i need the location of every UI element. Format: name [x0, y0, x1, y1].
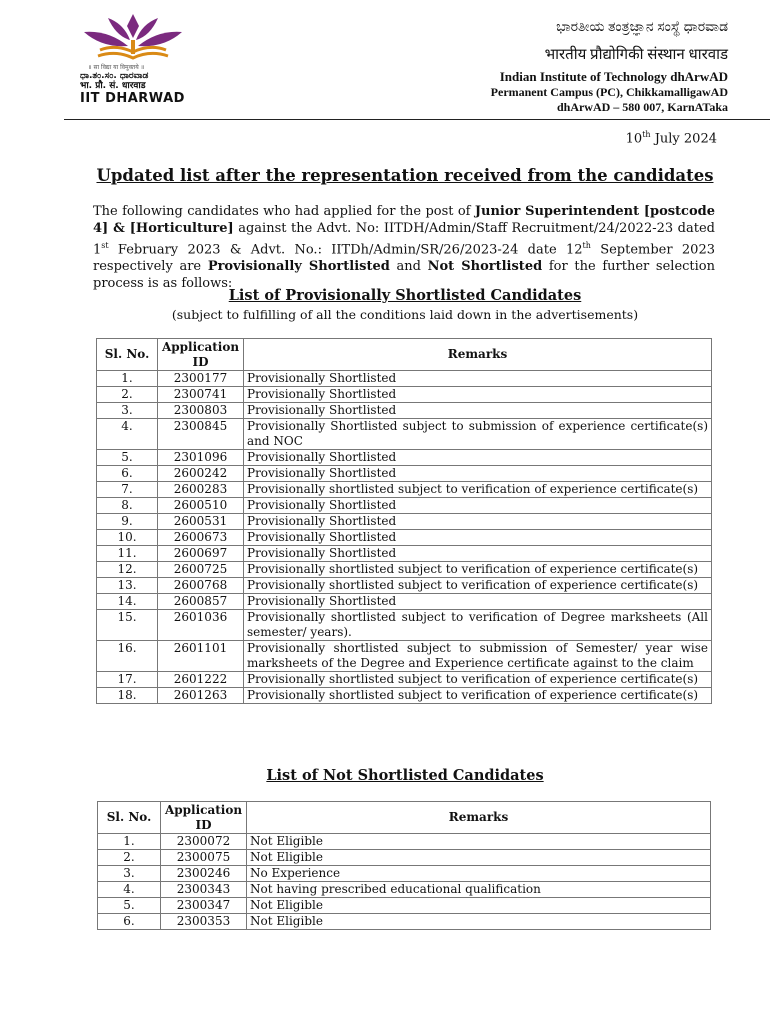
shortlisted-heading: List of Provisionally Shortlisted Candidates	[228, 287, 582, 304]
sl-number: 10.	[97, 530, 158, 546]
table-row	[97, 450, 712, 466]
sl-number: 13.	[97, 578, 158, 594]
application-id: 2601036	[158, 610, 244, 641]
shortlisted-note: (subject to fulfilling of all the conditions laid down in the advertisements)	[171, 307, 639, 322]
column-header: Sl. No.	[97, 339, 158, 371]
application-id: 2600510	[158, 498, 244, 514]
remarks: Not having prescribed educational qualification	[247, 882, 711, 898]
table-row	[97, 466, 712, 482]
application-id: 2300353	[161, 914, 247, 930]
application-id: 2300347	[161, 898, 247, 914]
application-id: 2301096	[158, 450, 244, 466]
application-id: 2300177	[158, 371, 244, 387]
sl-number: 16.	[97, 641, 158, 672]
intro-paragraph: The following candidates who had applied for the post of Junior Superintendent [postcode 4] & [Horticulture] against the Advt. No: IITDH/Admin/Staff Recruitment/24/2022-23 dated 1st February 2023 & Advt. No.: IITDh/Admin/SR/26/2023-24 date 12th September 2023 respectively are Provisionally Shortlisted and Not Shortlisted for the further selection process is as follows:	[93, 204, 716, 292]
sl-number: 1.	[97, 371, 158, 387]
address-line: dhArwAD – 580 007, KarnATaka	[556, 100, 728, 114]
table-row	[97, 672, 712, 688]
not-shortlisted-table	[97, 801, 711, 930]
table-row	[97, 594, 712, 610]
logo-motto: ॥ सा विद्या या विमुक्तये ॥	[88, 64, 145, 71]
remarks: Provisionally shortlisted subject to verification of experience certificate(s)	[244, 672, 712, 688]
remarks: Provisionally Shortlisted	[244, 546, 712, 562]
table-row	[97, 688, 712, 704]
application-id: 2600768	[158, 578, 244, 594]
sl-number: 5.	[97, 450, 158, 466]
sl-number: 9.	[97, 514, 158, 530]
sl-number: 1.	[98, 834, 161, 850]
application-id: 2300246	[161, 866, 247, 882]
header-divider	[64, 119, 770, 120]
campus-line: Permanent Campus (PC), ChikkamalligawAD	[490, 85, 728, 99]
application-id: 2601263	[158, 688, 244, 704]
table-row	[97, 578, 712, 594]
table-row	[97, 530, 712, 546]
table-row	[97, 641, 712, 672]
remarks: Provisionally shortlisted subject to submission of Semester/ year wise marksheets of the Degree and Experience certificate against to the claim	[244, 641, 712, 672]
sl-number: 5.	[98, 898, 161, 914]
column-header: Application ID	[161, 802, 247, 834]
sl-number: 4.	[97, 419, 158, 450]
sl-number: 2.	[98, 850, 161, 866]
application-id: 2600725	[158, 562, 244, 578]
remarks: Provisionally shortlisted subject to verification of experience certificate(s)	[244, 578, 712, 594]
remarks: Provisionally Shortlisted subject to submission of experience certificate(s) and NOC	[244, 419, 712, 450]
column-header: Application ID	[158, 339, 244, 371]
sl-number: 2.	[97, 387, 158, 403]
logo-kannada: ಧಾ.ತಂ.ಸಂ. ಧಾರವಾಡ	[80, 71, 149, 81]
application-id: 2600673	[158, 530, 244, 546]
institute-name-english: Indian Institute of Technology dhArwAD	[499, 69, 728, 84]
table-row	[98, 834, 711, 850]
application-id: 2601101	[158, 641, 244, 672]
document-title: Updated list after the representation received from the candidates	[96, 166, 714, 185]
institute-name-hindi: भारतीय प्रौद्योगिकी संस्थान धारवाड	[544, 47, 728, 63]
table-row	[97, 482, 712, 498]
shortlisted-table	[96, 338, 712, 704]
remarks: Provisionally Shortlisted	[244, 594, 712, 610]
sl-number: 3.	[97, 403, 158, 419]
remarks: Provisionally Shortlisted	[244, 371, 712, 387]
table-row	[98, 850, 711, 866]
sl-number: 15.	[97, 610, 158, 641]
application-id: 2600283	[158, 482, 244, 498]
remarks: Provisionally Shortlisted	[244, 530, 712, 546]
application-id: 2300803	[158, 403, 244, 419]
application-id: 2300741	[158, 387, 244, 403]
column-header: Remarks	[244, 339, 712, 371]
table-row	[97, 610, 712, 641]
table-row	[97, 514, 712, 530]
sl-number: 14.	[97, 594, 158, 610]
remarks: Provisionally Shortlisted	[244, 498, 712, 514]
table-row	[97, 387, 712, 403]
table-row	[97, 498, 712, 514]
sl-number: 4.	[98, 882, 161, 898]
remarks: Not Eligible	[247, 850, 711, 866]
table-row	[97, 403, 712, 419]
remarks: Provisionally Shortlisted	[244, 403, 712, 419]
table-row	[97, 371, 712, 387]
not-shortlisted-heading: List of Not Shortlisted Candidates	[266, 767, 544, 784]
application-id: 2600242	[158, 466, 244, 482]
sl-number: 12.	[97, 562, 158, 578]
application-id: 2600697	[158, 546, 244, 562]
remarks: Provisionally shortlisted subject to verification of experience certificate(s)	[244, 482, 712, 498]
application-id: 2300343	[161, 882, 247, 898]
table-row	[98, 866, 711, 882]
institute-name-kannada: ಭಾರತೀಯ ತಂತ್ರಜ್ಞಾನ ಸಂಸ್ಥೆ ಧಾರವಾಡ	[556, 20, 728, 35]
remarks: Provisionally Shortlisted	[244, 387, 712, 403]
table-row	[98, 914, 711, 930]
table-row	[97, 562, 712, 578]
remarks: Not Eligible	[247, 914, 711, 930]
sl-number: 6.	[97, 466, 158, 482]
sl-number: 7.	[97, 482, 158, 498]
remarks: Not Eligible	[247, 898, 711, 914]
application-id: 2300845	[158, 419, 244, 450]
logo-text	[80, 64, 200, 106]
application-id: 2300072	[161, 834, 247, 850]
table-row	[97, 419, 712, 450]
table-row	[98, 882, 711, 898]
sl-number: 3.	[98, 866, 161, 882]
application-id: 2600857	[158, 594, 244, 610]
table-row	[97, 546, 712, 562]
sl-number: 6.	[98, 914, 161, 930]
remarks: Provisionally shortlisted subject to verification of Degree marksheets (All semester/ years).	[244, 610, 712, 641]
remarks: Provisionally Shortlisted	[244, 450, 712, 466]
application-id: 2601222	[158, 672, 244, 688]
sl-number: 18.	[97, 688, 158, 704]
remarks: Not Eligible	[247, 834, 711, 850]
logo-english: IIT DHARWAD	[80, 91, 185, 106]
application-id: 2300075	[161, 850, 247, 866]
remarks: Provisionally shortlisted subject to verification of experience certificate(s)	[244, 562, 712, 578]
column-header: Sl. No.	[98, 802, 161, 834]
remarks: Provisionally Shortlisted	[244, 514, 712, 530]
logo-hindi: भा. प्रौ. सं. धारवाड	[80, 81, 146, 91]
remarks: Provisionally Shortlisted	[244, 466, 712, 482]
remarks: Provisionally shortlisted subject to verification of experience certificate(s)	[244, 688, 712, 704]
table-row	[98, 898, 711, 914]
sl-number: 17.	[97, 672, 158, 688]
sl-number: 11.	[97, 546, 158, 562]
application-id: 2600531	[158, 514, 244, 530]
document-date: 10th July 2024	[625, 130, 717, 147]
column-header: Remarks	[247, 802, 711, 834]
remarks: No Experience	[247, 866, 711, 882]
sl-number: 8.	[97, 498, 158, 514]
